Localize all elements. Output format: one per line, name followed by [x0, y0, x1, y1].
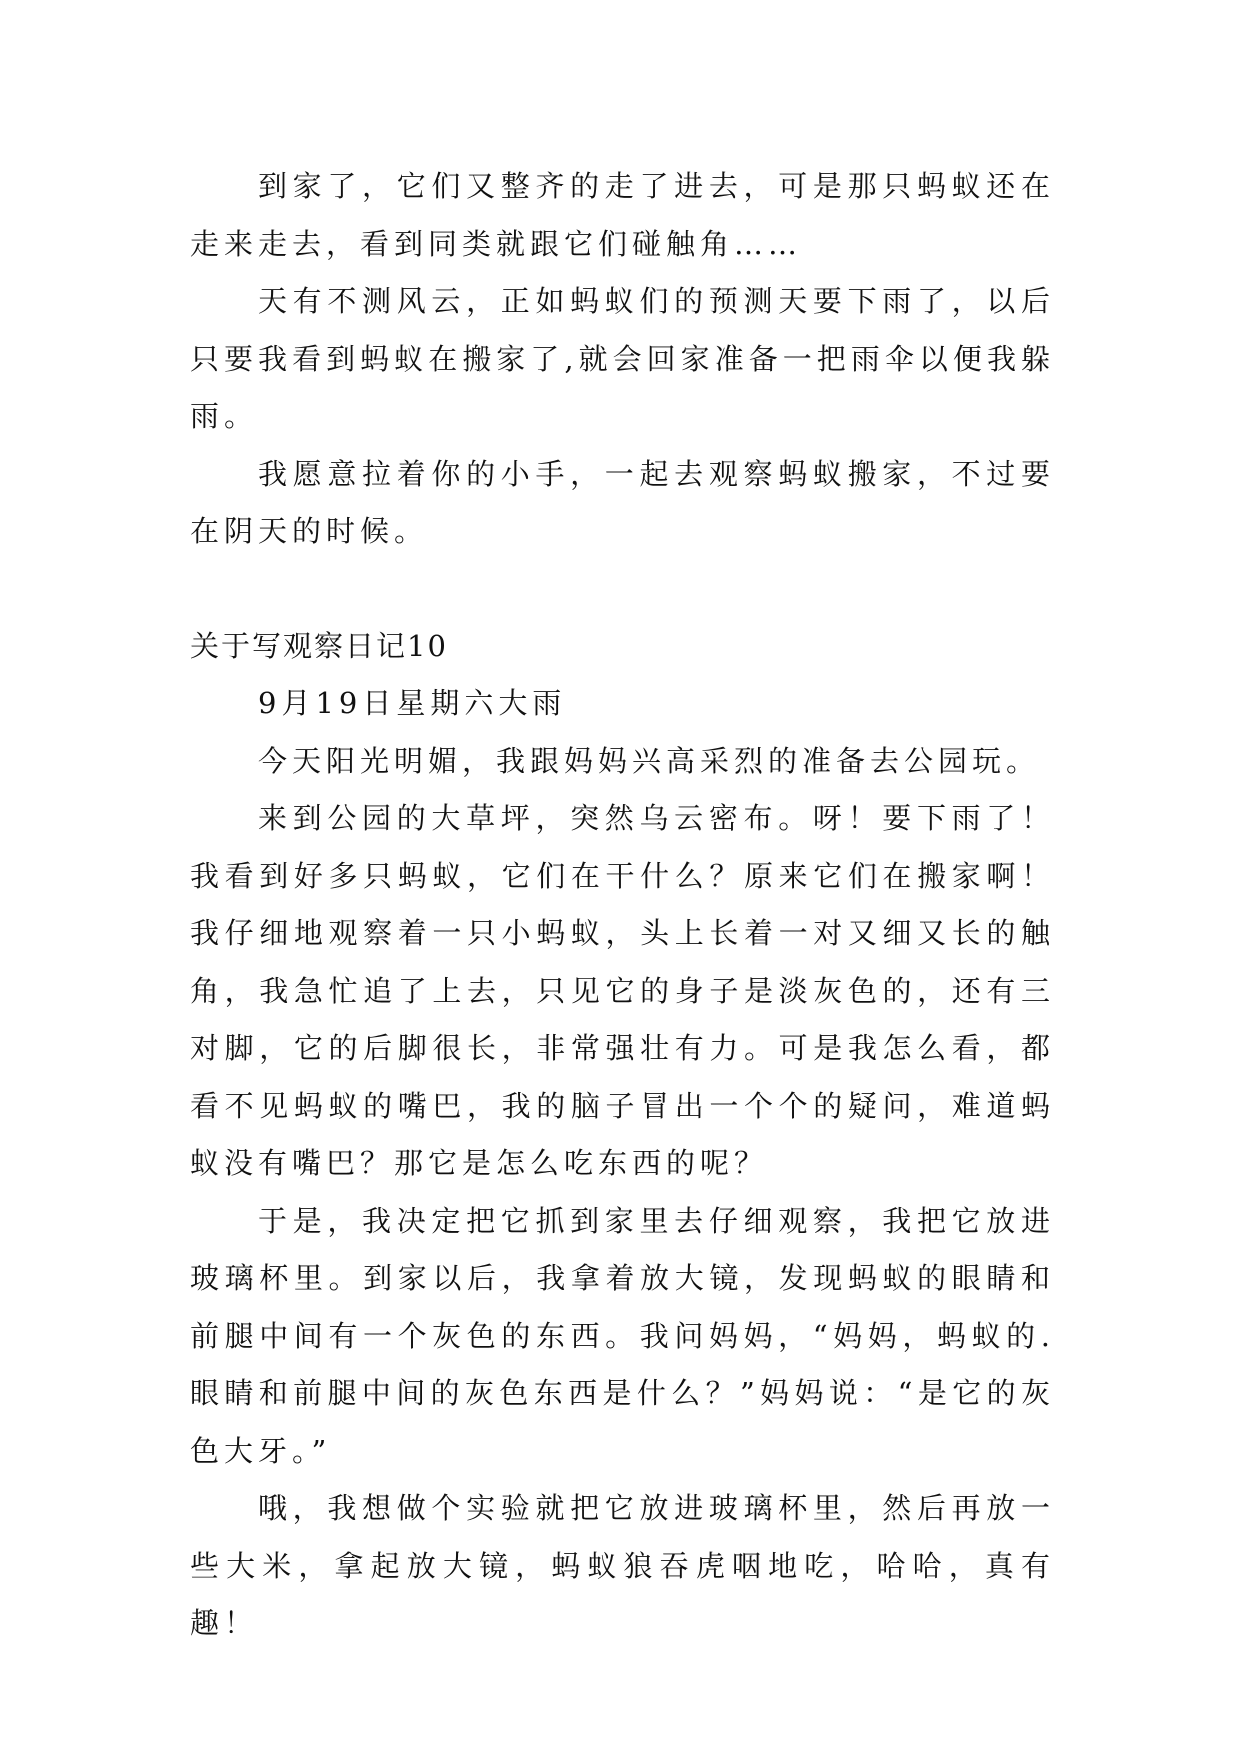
paragraph-experiment: 哦，我想做个实验就把它放进玻璃杯里，然后再放一些大米，拿起放大镜，蚂蚁狼吞虎咽地吃，哈哈，真有趣！ — [190, 1491, 1055, 1640]
document-body — [190, 158, 1055, 1653]
section-title: 关于写观察日记10 — [190, 628, 448, 663]
paragraph-sunny-day: 今天阳光明媚，我跟妈妈兴高采烈的准备去公园玩。 — [258, 743, 1041, 778]
paragraph-invitation: 我愿意拉着你的小手，一起去观察蚂蚁搬家，不过要在阴天的时候。 — [190, 456, 1055, 548]
diary-date-line: 9月19日星期六大雨 — [258, 686, 567, 720]
paragraph-weather-forecast: 天有不测风云，正如蚂蚁们的预测天要下雨了，以后只要我看到蚂蚁在搬家了,就会回家准备一把雨伞以便我躲雨。 — [190, 284, 1055, 433]
paragraph-observation-home: 于是，我决定把它抓到家里去仔细观察，我把它放进玻璃杯里。到家以后，我拿着放大镜，发现蚂蚁的眼睛和前腿中间有一个灰色的东西。我问妈妈，“妈妈，蚂蚁的.眼睛和前腿中间的灰色东西是什么？”妈妈说：“是它的灰色大牙。” — [190, 1203, 1055, 1468]
paragraph-arrival-home: 到家了，它们又整齐的走了进去，可是那只蚂蚁还在走来走去，看到同类就跟它们碰触角…… — [190, 169, 1055, 261]
section-spacer — [190, 561, 1055, 618]
paragraph-park-ants: 来到公园的大草坪，突然乌云密布。呀！要下雨了！我看到好多只蚂蚁，它们在干什么？原来它们在搬家啊！我仔细地观察着一只小蚂蚁，头上长着一对又细又长的触角，我急忙追了上去，只见它的身子是淡灰色的，还有三对脚，它的后脚很长，非常强壮有力。可是我怎么看，都看不见蚂蚁的嘴巴，我的脑子冒出一个个的疑问，难道蚂蚁没有嘴巴？那它是怎么吃东西的呢？ — [190, 801, 1055, 1180]
